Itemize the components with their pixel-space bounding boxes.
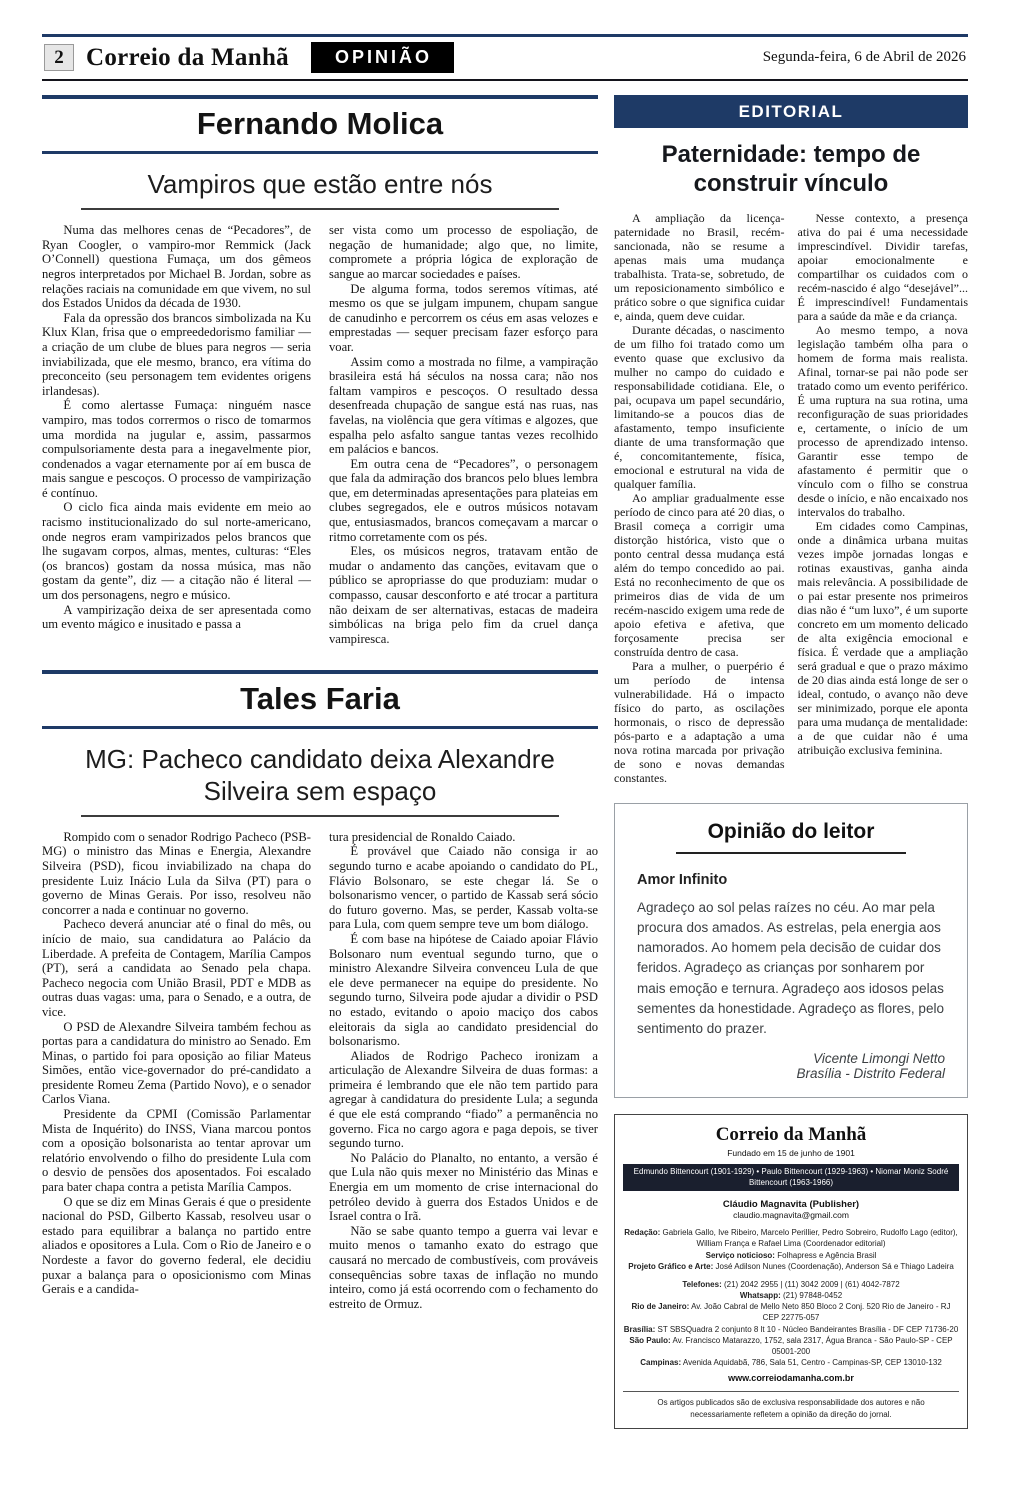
page-number: 2 (44, 44, 74, 71)
page-date: Segunda-feira, 6 de Abril de 2026 (762, 49, 966, 65)
paragraph: Assim como a mostrada no filme, a vampiração brasileira está há séculos na nossa cara; não nos faltam vampiros e pescoços. O resultado dessa desenfreada chupação de sangue está nas ruas, nas favelas, na violência que gera vítimas e algozes, que espalha pelo asfalto sangue tantas vezes recolhido em palácios e bancos. (329, 354, 598, 457)
contact-label: Telefones: (682, 1279, 722, 1289)
contact-label: Whatsapp: (739, 1291, 781, 1301)
paragraph: Durante décadas, o nascimento de um filho foi tratado como um evento quase que exclusivo da mulher no campo do cuidado e responsabilidade cotidiana. Ele, o pai, ocupava um papel secundário, limitando-se a poucos dias de afastamento, tempo insuficiente diante de uma transformação que é, concomitantemente, física, emocional e estrutural na vida de qualquer família. (614, 322, 785, 491)
paragraph: De alguma forma, todos seremos vítimas, até mesmo os que se julgam impunem, chupam sangue de canudinho e percorrem os céus em asas velozes e emprestadas — sequer precisam fazer esforço para voar. (329, 281, 598, 354)
paragraph: Em cidades como Campinas, onde a dinâmica urbana muitas vezes impõe jornadas longas e rotinas exaustivas, ganha ainda mais relevância. A possibilidade de o pai estar presente nos primeiros dias não é “um luxo”, é um suporte concreto em um momento delicado de alta exigência emocional e física. É verdade que a ampliação será gradual e que o prazo máximo de 20 dias ainda está longe de ser o ideal, contudo, o avanço não deve ser minimizado, porque ele aponta para uma mudança de mentalidade: a de que cuidar não é uma atribuição exclusiva feminina. (797, 518, 968, 757)
left-column (42, 95, 598, 1429)
contact-text: (21) 97848-0452 (782, 1291, 843, 1301)
staff-text: Folhapress e Agência Brasil (777, 1250, 877, 1260)
text-column-2 (329, 830, 598, 1312)
contact-text: Avenida Aquidabã, 786, Sala 51, Centro - Campinas-SP, CEP 13010-132 (682, 1358, 942, 1368)
contact-label: São Paulo: (629, 1335, 671, 1345)
editorial-title: Paternidade: tempo de construir vínculo (661, 141, 921, 197)
text-column-1 (42, 830, 311, 1312)
contact-text: ST SBSQuadra 2 conjunto 8 lt 10 - Núcleo Bandeirantes Brasília - DF CEP 71736-20 (657, 1324, 959, 1334)
section-badge: OPINIÃO (311, 42, 454, 73)
article-fernando-molica (42, 95, 598, 646)
text-column-1 (614, 211, 785, 785)
contact-line (623, 1279, 959, 1290)
paragraph: Fala da opressão dos brancos simbolizada na Ku Klux Klan, frisa que o empreededorismo familiar — a criação de um clube de blues para negros — seria inviabilizada, que ele mesmo, branco, era vítima do preconceito (seu personagem tem evidentes origens irlandesas). (42, 310, 311, 398)
masthead-name: Correio da Manhã (715, 1124, 867, 1146)
paragraph: O que se diz em Minas Gerais é que o presidente nacional do PSD, Gilberto Kassab, resolveu usar o estado para equilibrar a balança no partido entre aliados e opositores a Lula. Com o Rio de Janeiro e o Nordeste a favor do governo federal, ele decidiu puxar a balança para o oposicionismo com Minas Gerais e a candida- (42, 1194, 311, 1297)
contact-line (623, 1290, 959, 1301)
staff-line (623, 1250, 959, 1261)
paragraph: tura presidencial de Ronaldo Caiado. (329, 829, 516, 844)
contact-line (623, 1301, 959, 1323)
text-column-2 (798, 211, 969, 785)
paragraph: É como alertasse Fumaça: ninguém nasce vampiro, mas todos corrermos o risco de tomarmos uma mordida na jugular e, assim, passarmos compulsoriamente desta para a inegavelmente pior, condenados a vagar eternamente por aí em busca de mais sangue e pescoços. O processo de vampirização é contínuo. (42, 398, 311, 500)
paragraph: Aliados de Rodrigo Pacheco ironizam a articulação de Alexandre Silveira de duas formas: a primeira é lembrando que ele não tem partido para agregar à candidatura do presidente Lula; a segunda é que ele está comprando “fiado” a permanência no governo. Fica no cargo agora e paga depois, se tiver segundo turno. (329, 1048, 598, 1151)
paragraph: ser vista como um processo de espoliação, de negação de humanidade; algo que, no limite, compromete a própria lógica de exploração de sangue ao marcar sociedades e países. (329, 223, 598, 281)
editorial-label: EDITORIAL (614, 95, 968, 128)
masthead-founded: Fundado em 15 de junho de 1901 (727, 1148, 855, 1159)
masthead-publisher: Cláudio Magnavita (Publisher) (722, 1199, 860, 1211)
staff-label: Serviço noticioso: (705, 1250, 775, 1260)
paragraph: Eles, os músicos negros, tratavam então de mudar o andamento das canções, evitavam que o público se apropriasse do que produziam: mudar o compasso, causar desconforto e até trocar a partitura não deixam de ser alternativas, estacas de madeira simbólicas na briga pelo fim da cruel dança vampiresca. (329, 544, 598, 646)
staff-line (623, 1261, 959, 1272)
newspaper-logo: Correio da Manhã (86, 43, 289, 71)
right-column (614, 95, 968, 1429)
paragraph: Pacheco deverá anunciar até o final do mês, ou início de maio, sua candidatura ao Palácio da Liberdade. A prefeita de Contagem, Marília Campos (PT), será a candidata ao Senado pela chapa. Pacheco negocia com União Brasil, PDT e MDB as outras duas vagas: uma, para o Senado, e a outra, de vice. (42, 917, 311, 1019)
paragraph: A ampliação da licença-paternidade no Brasil, recém-sancionada, não se resume a apenas mais uma mudança trabalhista. Trata-se, sobretudo, de um reposicionamento simbólico e prático sobre o que significa cuidar e, ainda, quem deve cuidar. (614, 210, 785, 323)
article-author: Fernando Molica (196, 106, 444, 141)
masthead-website: www.correiodamanha.com.br (728, 1373, 854, 1384)
staff-label: Projeto Gráfico e Arte: (628, 1261, 714, 1271)
article-body (42, 830, 598, 1312)
contact-text: (21) 2042 2955 | (11) 3042 2009 | (61) 4042-7872 (723, 1279, 900, 1289)
staff-line (623, 1227, 959, 1249)
contact-text: Av. Francisco Matarazzo, 1752, sala 2317, Água Branca - São Paulo-SP - CEP 05001-200 (672, 1335, 953, 1356)
page-header (42, 34, 968, 81)
article-author: Tales Faria (240, 681, 400, 717)
contact-line (623, 1324, 959, 1335)
paragraph: Ao ampliar gradualmente esse período de cinco para até 20 dias, o Brasil começa a corrigir uma distorção histórica, visto que o ponto central dessa mudança está além do tempo concedido ao pai. Está no reconhecimento de que os primeiros dias de vida de um recém-nascido exigem uma rede de apoio efetiva e afetiva, que forçosamente precisa ser construída dentro de casa. (614, 490, 785, 659)
paragraph: Ao mesmo tempo, a nova legislação também olha para o homem de forma mais realista. Afinal, tornar-se pai não pode ser tratado como um evento periférico. É uma ruptura na sua rotina, uma reconfiguração de suas prioridades e, certamente, o início de um processo de aprendizado intenso. Garantir esse tempo de afastamento é permitir que o vínculo com o filho se construa desde o início, e não encaixado nos intervalos do trabalho. (797, 322, 968, 519)
text-column-2 (329, 223, 598, 646)
contact-label: Brasília: (623, 1324, 656, 1334)
article-tales-faria (42, 670, 598, 1311)
staff-label: Redação: (624, 1228, 661, 1238)
paragraph: A vampirização deixa de ser apresentada como um evento mágico e inusitado e passa a (42, 602, 311, 632)
paragraph: Nesse contexto, a presença ativa do pai é uma necessidade imprescindível. Dividir tarefas, apoiar emocionalmente e compartilhar os cuidados com o recém-nascido é algo “desejável”... É imprescindível! Fundamentais para a saúde da mãe e da criança. (797, 210, 968, 323)
paragraph: Numa das melhores cenas de “Pecadores”, de Ryan Coogler, o vampiro-mor Remmick (Jack O’Connell) questiona Fumaça, um dos gêmeos negros interpretados por Michael B. Jordan, sobre as relações raciais na comunidade em que vivem, no sul dos Estados Unidos da década de 1930. (42, 223, 311, 311)
masthead-box (614, 1114, 968, 1428)
article-title: Vampiros que estão entre nós (147, 169, 493, 199)
letter-author: Vicente Limongi Netto (813, 1051, 945, 1067)
paragraph: O ciclo fica ainda mais evidente em meio ao racismo institucionalizado do sul norte-americano, onde negros eram vampirizados pelos brancos que lhe sugavam corpos, almas, mentes, culturas: “Eles (os brancos) gostam da nossa música, mas não gostam da gente”, diz — a citação não é literal — um dos personagens, negro e músico. (42, 500, 311, 603)
paragraph: Para a mulher, o puerpério é um período de intensa vulnerabilidade. Há o impacto físico do parto, as oscilações hormonais, o risco de depressão pós-parto e a adaptação a uma nova rotina marcada por privação de sono e novas demandas constantes. (614, 658, 785, 785)
article-title: MG: Pacheco candidato deixa Alexandre Silveira sem espaço (85, 744, 555, 806)
main-content (42, 95, 968, 1429)
masthead-staff (623, 1227, 959, 1272)
reader-opinion-box (614, 803, 968, 1099)
editorial-body (614, 211, 968, 785)
title-rule (81, 208, 559, 210)
reader-opinion-title: Opinião do leitor (707, 819, 875, 843)
masthead-founders-bar: Edmundo Bittencourt (1901-1929) • Paulo Bittencourt (1929-1963) • Niomar Moniz Sodré Bittencourt (1963-1966) (623, 1164, 959, 1191)
masthead-contacts (623, 1279, 959, 1369)
masthead-disclaimer: Os artigos publicados são de exclusiva responsabilidade dos autores e não necessariamente refletem a opinião da direção do jornal. (623, 1391, 959, 1421)
paragraph: O PSD de Alexandre Silveira também fechou as portas para a candidatura do ministro ao Senado. Em Minas, o partido foi para oposição ao filiar Mateus Simões, então vice-governador do pré-candidato a presidente Romeu Zema (Partido Novo), e o senador Carlos Viana. (42, 1019, 311, 1107)
letter-body: Agradeço ao sol pelas raízes no céu. Ao mar pela procura dos amados. As estrelas, pela energia aos namorados. Ao homem pela decisão de cuidar dos feridos. Agradeço as crianças por sonharem por mais emoção e ternura. Agradeço aos idosos pelas sementes da honestidade. Agradeço as flores, pelo sentimento do prazer. (637, 899, 944, 1037)
masthead-publisher-email: claudio.magnavita@gmail.com (733, 1210, 849, 1221)
staff-text: José Adilson Nunes (Coordenação), Anderson Sá e Thiago Ladeira (715, 1261, 954, 1271)
letter-title: Amor Infinito (637, 871, 728, 888)
paragraph: É com base na hipótese de Caiado apoiar Flávio Bolsonaro num eventual segundo turno, que o ministro Alexandre Silveira convenceu Lula de que ele deve permanecer na equipe do presidente. No segundo turno, Silveira pode ajudar a dividir o PSD no estado, evitando o apoio maciço dos cabos eleitorais da sigla ao candidato presidencial do bolsonarismo. (329, 931, 598, 1049)
paragraph: Rompido com o senador Rodrigo Pacheco (PSB-MG) o ministro das Minas e Energia, Alexandre Silveira (PSD), ficou inviabilizado na chapa do presidente Luiz Inácio Lula da Silva (PT) para o governo de Minas Gerais. Por isso, resolveu não concorrer a nada e continuar no governo. (42, 829, 311, 917)
title-rule (81, 815, 559, 817)
contact-label: Campinas: (640, 1358, 682, 1368)
contact-line (623, 1335, 959, 1357)
letter-location: Brasília - Distrito Federal (796, 1066, 945, 1082)
article-body (42, 223, 598, 646)
contact-text: Av. João Cabral de Mello Neto 850 Bloco 2 Conj. 520 Rio de Janeiro - RJ CEP 22775-057 (691, 1302, 951, 1323)
contact-label: Rio de Janeiro: (631, 1302, 690, 1312)
paragraph: Não se sabe quanto tempo a guerra vai levar e muito menos o tamanho exato do estrago que causará no mercado de combustíveis, com prováveis consequências sobre taxas de inflação no mundo inteiro, como já está ocorrendo com o fechamento do estreito de Ormuz. (329, 1223, 598, 1311)
paragraph: Em outra cena de “Pecadores”, o personagem que fala da admiração dos brancos pelo blues lembra que, em determinadas apresentações para plateias em clubes segregados, ele e outros músicos notavam que, entusiasmados, brancos começavam a marcar o ritmo corretamente com os pés. (329, 456, 598, 544)
paragraph: Presidente da CPMI (Comissão Parlamentar Mista de Inquérito) do INSS, Viana marcou pontos com a oposição bolsonarista ao tentar aprovar um relatório envolvendo o filho do presidente Lula com o desvio de pensões dos aposentados. Foi escalado para bater chapa contra a petista Marília Campos. (42, 1107, 311, 1195)
staff-text: Gabriela Gallo, Ive Ribeiro, Marcelo Perillier, Pedro Sobreiro, Rudolfo Lago (editor), William França e Rafael Lima (Coordenador editorial) (662, 1228, 958, 1249)
letter-title-rule (676, 852, 906, 854)
contact-line (623, 1357, 959, 1368)
paragraph: É provável que Caiado não consiga ir ao segundo turno e acabe apoiando o candidato do PL, Flávio Bolsonaro, se este chegar lá. Se o bolsonarismo vencer, o partido de Kassab será sócio do futuro governo. Mas, se perder, Kassab volta-se para Lula, com quem sempre teve um bom diálogo. (329, 844, 598, 932)
text-column-1 (42, 223, 311, 646)
editorial-section (614, 95, 968, 785)
byline-block (42, 95, 598, 154)
paragraph: No Palácio do Planalto, no entanto, a versão é que Lula não quis mexer no Ministério das Minas e Energia em um momento de crise internacional do petróleo devido à guerra dos Estados Unidos e de Israel contra o Irã. (329, 1150, 598, 1224)
byline-block (42, 670, 598, 729)
